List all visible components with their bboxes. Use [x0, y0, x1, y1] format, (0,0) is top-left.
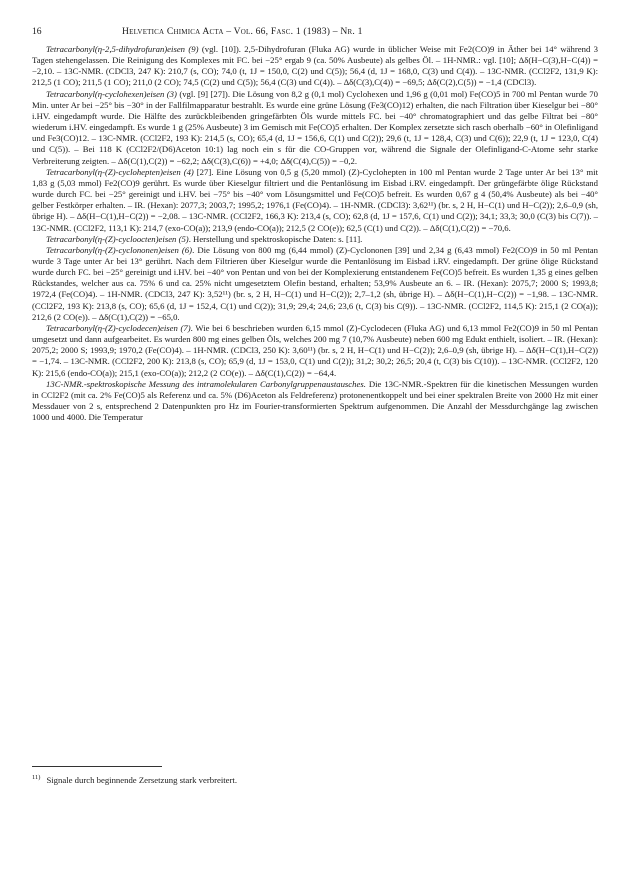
paragraph-compound-6	[32, 245, 598, 323]
paragraph-title: 13C-NMR.-spektroskopische Messung des intramolekularen Carbonylgruppenaustausches.	[46, 378, 366, 389]
paragraph-compound-7	[32, 323, 598, 379]
paragraph-text: . Die Lösung von 800 mg (6,44 mmol) (Z)-Cyclononen [39] und 2,34 g (6,43 mmol) Fe2(CO)9 in 50 ml Pentan wurde 3 Tage unter Ar bei 13° gerührt. Nach dem Filtrieren über Kieselgur wurde die Pentanlösung im Eisbad i.RV. eingedampft. Der grüne ölige Rückstand wurde durch FC. bei −25° gereinigt und i.HV. bei −40° von Pentan und von bei der Komplexierung entstandenem Fe(CO)5 befreit. Es wurden 1,35 g eines gelben Rückstandes, welcher aus ca. 75% 6 und ca. 25% nicht umgesetztem Olefin bestand, erhalten; 53,9% Ausbeute an 6. – IR. (Hexan): 2075,7; 2000 S; 1993,8; 1972,4 (Fe(CO)4). – 1H-NMR. (CDCl3, 247 K): 3,52¹¹) (br. s, 2 H, H−C(1) und H−C(2)); 2,7–1,2 (sh, übrige H). – Δδ(H−C(1),H−C(2)) = −1,98. – 13C-NMR. (CCl2F2, 193 K): 213,8 (s, CO); 65,6 (d, 1J = 152,4, C(1) und C(2)); 31,9; 29,4; 24,6; 23,6 (t, C(3) bis C(9)). – 13C-NMR. (CCl2F2, 114,5 K): 215,1 (2 CO(a)); 212,6 (2 CO(e)). – Δδ(C(1),C(2)) = −65,0.	[32, 244, 598, 322]
footnote-divider	[32, 766, 162, 767]
page-header	[32, 26, 598, 37]
running-head: Helvetica Chimica Acta – Vol. 66, Fasc. 1 (1983) – Nr. 1	[122, 26, 363, 37]
paragraph-text: [27]. Eine Lösung von 0,5 g (5,20 mmol) (Z)-Cyclohepten in 100 ml Pentan wurde 2 Tage unter Ar bei 13° mit 1,83 g (5,03 mmol) Fe2(CO)9 gerührt. Es wurde über Kieselgur filtriert und die Pentanlösung im Eisbad i.RV. eingedampft. Der grüngefärbte ölige Rückstand wurde durch FC. bei −25° gereinigt und i.HV. bei −75° bis −40° vom Lösungsmittel und Fe(CO)5 befreit. Es wurden 0,67 g 4 (50,4% Ausbeute) als bei −40° gelber Festkörper erhalten. – IR. (Hexan): 2077,3; 2003,7; 1995,2; 1976,1 (Fe(CO)4). – 1H-NMR. (CDCl3): 3,62¹¹) (br. s, 2 H, H−C(1) und H−C(2)); 2,6–0,9 (sh, übrige H). – Δδ(H−C(1),H−C(2)) = −2,08. – 13C-NMR. (CCl2F2, 166,3 K): 213,4 (s, CO); 62,8 (d, 1J = 157,6, C(1) und C(2)); 34,1; 33,3; 30,0 (C(3) bis C(7)). – 13C-NMR. (CCl2F2, 113,1 K): 214,7 (exo-CO(a)); 213,9 (endo-CO(a)); 212,5 (2 CO(e)); 62,5 (C(1) und C(2)). – Δδ(C(1),C(2)) = −70,6.	[32, 166, 598, 233]
paragraph-text: (vgl. [10]). 2,5-Dihydrofuran (Fluka AG) wurde in üblicher Weise mit Fe2(CO)9 in Äther bei 14° während 3 Tagen stehengelassen. Die Reinigung des Komplexes mit FC. bei −25° ergab 9 (ca. 50% Ausbeute) als gelbes Öl. – 1H-NMR.: vgl. [10]; Δδ(H−C(3),H−C(4)) = −2,10. – 13C-NMR. (CDCl3, 247 K): 210,7 (s, CO); 74,0 (t, 1J = 150,0, C(2) und C(5)); 56,4 (d, 1J = 168,0, C(3) und C(4)). – 13C-NMR. (CCl2F2, 131,9 K): 212,5 (1 CO); 211,5 (1 CO); 211,0 (2 CO); 74,5 (C(2) und C(5)); 56,4 (C(3) und C(4)). – Δδ(C(3),C(4)) = −69,5; Δδ(C(2),C(5)) = −1,4 (CDCl3).	[32, 44, 598, 88]
paragraph-title: Tetracarbonyl(η-(Z)-cyclononen)eisen (6)	[46, 244, 193, 255]
paragraph-text: . Wie bei 6 beschrieben wurden 6,15 mmol (Z)-Cyclodecen (Fluka AG) und 6,13 mmol Fe2(CO)9 in 50 ml Pentan umgesetzt und dann aufgearbeitet. Es wurden 800 mg eines gelben Öls, welches 200 mg 7 (10,7% Ausbeute) neben 600 mg Edukt enthielt, isoliert. – IR. (Hexan): 2075,2; 2000 S; 1993,9; 1970,2 (Fe(CO)4). – 1H-NMR. (CDCl3, 250 K): 3,60¹¹) (br. s, 2 H, H−C(1) und H−C(2)); 2,6–0,9 (sh, übrige H). – Δδ(H−C(1),H−C(2)) = −1,74. – 13C-NMR. (CCl2F2, 200 K): 213,8 (s, CO); 65,9 (d, 1J = 153,0, C(1) und C(2)); 31,2; 30,2; 26,5; 20,4 (t, C(3) bis C(10)). – 13C-NMR. (CCl2F2, 120 K): 215,6 (endo-CO(a)); 215,1 (exo-CO(a)); 212,2 (2 CO(e)). – Δδ(C(1),C(2)) = −64,4.	[32, 322, 598, 378]
paragraph-title: Tetracarbonyl(η-(Z)-cyclodecen)eisen (7)	[46, 322, 191, 333]
paragraph-title: Tetracarbonyl(η-(Z)-cyclohepten)eisen (4)	[46, 166, 194, 177]
paragraph-compound-3	[32, 89, 598, 167]
page-number: 16	[32, 26, 42, 37]
paragraph-nmr-method	[32, 379, 598, 424]
document-page	[32, 26, 598, 423]
body-text	[32, 44, 598, 423]
paragraph-title: Tetracarbonyl(η-(Z)-cycloocten)eisen (5)	[46, 233, 189, 244]
paragraph-title: Tetracarbonyl(η-cyclohexen)eisen (3)	[46, 88, 177, 99]
paragraph-compound-4	[32, 167, 598, 234]
paragraph-text: (vgl. [9] [27]). Die Lösung von 8,2 g (0,1 mol) Cyclohexen und 1,96 g (0,01 mol) Fe(CO)5 in 700 ml Pentan wurde 70 Min. unter Ar bei −25° bis −30° in der Fallfilmapparatur bestrahlt. Es wurde eine grüne Lösung (Fe3(CO)12) erhalten, die nach Filtration über Kieselgur bei −80° i.HV. eingedampft wurde. Die Hälfte des zurückbleibenden gringefärbten Öls wurde mittels FC. bei −40° chromatographiert und das gelbe Filtrat bei −80° wiederum i.HV. eingedampft. Es wurde 1 g (25% Ausbeute) 3 im Gemisch mit Fe(CO)5 erhalten. Der Komplex zersetzte sich rasch oberhalb −60° in Olefinligand und Fe3(CO)12. – 13C-NMR. (CCl2F2, 193 K): 214,5 (s, CO); 65,4 (d, 1J = 156,6, C(1) und C(2)); 29,6 (t, 1J = 128,4, C(3) und C(6)); 22,9 (t, 1J = 123,0, C(4) und C(5)). – Bei 118 K (CCl2F2/(D6)Aceton 10:1) lag noch ein s für die CO-Gruppen vor, während die Signale der Olefinligand-C-Atome sehr starke Verbreiterung zeigten. – Δδ(C(1),C(2)) = −62,2; Δδ(C(3),C(6)) = +4,0; Δδ(C(4),C(5)) = −0,2.	[32, 88, 598, 166]
footnote-text: Signale durch beginnende Zersetzung stark verbreitert.	[46, 774, 238, 785]
paragraph-text: . Herstellung und spektroskopische Daten: s. [11].	[188, 233, 363, 244]
paragraph-compound-9	[32, 44, 598, 89]
footnote-mark: 11)	[32, 774, 41, 781]
footnote	[32, 772, 598, 786]
paragraph-title: Tetracarbonyl(η-2,5-dihydrofuran)eisen (9)	[46, 44, 199, 54]
paragraph-text: Die 13C-NMR.-Spektren für die kinetischen Messungen wurden in CCl2F2 (mit ca. 2% Fe(CO)5 als Referenz und ca. 5% (D6)Aceton als Feldreferenz) protonenentkoppelt und bei einer spektralen Breite von 2000 Hz mit einer Messdauer von 2 s, entsprechend 2 Datenpunkten pro Hz im Fourier-transformierten Spektrum aufgenommen. Die Anzahl der Messdurchgänge lag zwischen 1000 und 4000. Die Temperatur	[32, 378, 599, 423]
paragraph-compound-5	[32, 234, 598, 245]
